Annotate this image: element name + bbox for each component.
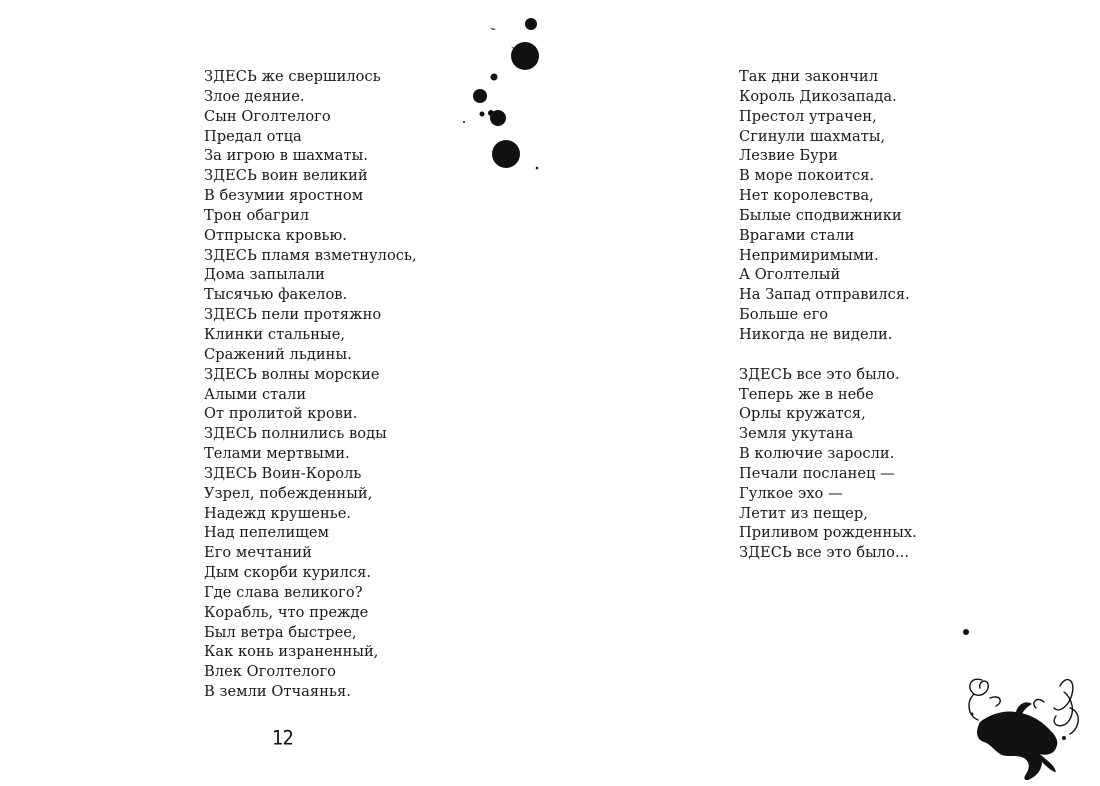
poem-line: Дома запылали (204, 266, 325, 284)
poem-line: Тысячью факелов. (204, 286, 348, 304)
poem-line: ЗДЕСЬ все это было... (739, 544, 910, 562)
poem-line: ЗДЕСЬ воин великий (204, 167, 368, 185)
poem-line: Злое деяние. (204, 87, 305, 105)
poem-line: А Оголтелый (739, 266, 841, 284)
poem-line: Корабль, что прежде (204, 603, 369, 621)
poem-line: Летит из пещер, (739, 504, 868, 522)
poem-line: Былые сподвижники (739, 206, 902, 224)
poem-line: ЗДЕСЬ же свершилось (204, 68, 381, 85)
poem-line: ЗДЕСЬ волны морские (204, 365, 380, 383)
poem-line: Непримиримыми. (739, 246, 879, 264)
poem-line: Нет королевства, (739, 187, 874, 205)
poem-line: Орлы кружатся, (739, 405, 866, 423)
poem-line: Был ветра быстрее, (204, 623, 357, 641)
poem-line: Надежд крушенье. (204, 504, 352, 522)
poem-line: Влек Оголтелого (204, 663, 337, 681)
poem-line: В безумии яростном (204, 187, 364, 205)
poem-line: Узрел, побежденный, (204, 484, 373, 502)
poem-line: ЗДЕСЬ пламя взметнулось, (204, 246, 417, 264)
poem-line: В колючие заросли. (739, 445, 895, 463)
stanza-break (739, 345, 917, 365)
poem-line: Предал отца (204, 127, 302, 145)
poem-line: Печали посланец — (739, 464, 895, 482)
ink-splatter-icon (460, 10, 550, 180)
poem-line: Алыми стали (204, 385, 307, 403)
left-poem-column (204, 67, 417, 702)
ink-creature-icon (960, 668, 1090, 786)
poem-line: Никогда не видели. (739, 325, 893, 343)
poem-line: Сгинули шахматы, (739, 127, 886, 145)
poem-line: Больше его (739, 306, 829, 324)
poem-line: На Запад отправился. (739, 286, 910, 304)
poem-line: ЗДЕСЬ полнились воды (204, 425, 387, 443)
poem-line: Сражений льдины. (204, 345, 352, 363)
poem-line: Дым скорби курился. (204, 564, 372, 582)
poem-line: Где слава великого? (204, 583, 363, 601)
poem-line: За игрою в шахматы. (204, 147, 368, 165)
poem-line: Теперь же в небе (739, 385, 874, 403)
poem-line: Земля укутана (739, 425, 854, 443)
poem-line: Так дни закончил (739, 68, 879, 85)
poem-line: ЗДЕСЬ Воин-Король (204, 464, 362, 482)
poem-line: Престол утрачен, (739, 107, 877, 125)
poem-line: ЗДЕСЬ пели протяжно (204, 306, 382, 324)
poem-line: Как конь израненный, (204, 643, 379, 661)
poem-line: От пролитой крови. (204, 405, 358, 423)
poem-line: Трон обагрил (204, 206, 310, 224)
poem-line: ЗДЕСЬ все это было. (739, 365, 900, 383)
poem-line: Сын Оголтелого (204, 107, 331, 125)
poem-line: Отпрыска кровью. (204, 226, 347, 244)
poem-line: Врагами стали (739, 226, 855, 244)
poem-line: Телами мертвыми. (204, 445, 350, 463)
poem-line: Король Дикозапада. (739, 87, 897, 105)
poem-line: Гулкое эхо — (739, 484, 843, 502)
poem-line: В земли Отчаянья. (204, 683, 351, 701)
poem-line: Его мечтаний (204, 544, 312, 562)
ink-dot-icon (960, 626, 972, 638)
page-number: 12 (272, 726, 293, 751)
poem-line: Приливом рожденных. (739, 524, 917, 542)
poem-line: Над пепелищем (204, 524, 329, 542)
right-poem-column (739, 67, 917, 563)
poem-line: Лезвие Бури (739, 147, 838, 165)
poem-line: Клинки стальные, (204, 325, 346, 343)
poem-line: В море покоится. (739, 167, 875, 185)
